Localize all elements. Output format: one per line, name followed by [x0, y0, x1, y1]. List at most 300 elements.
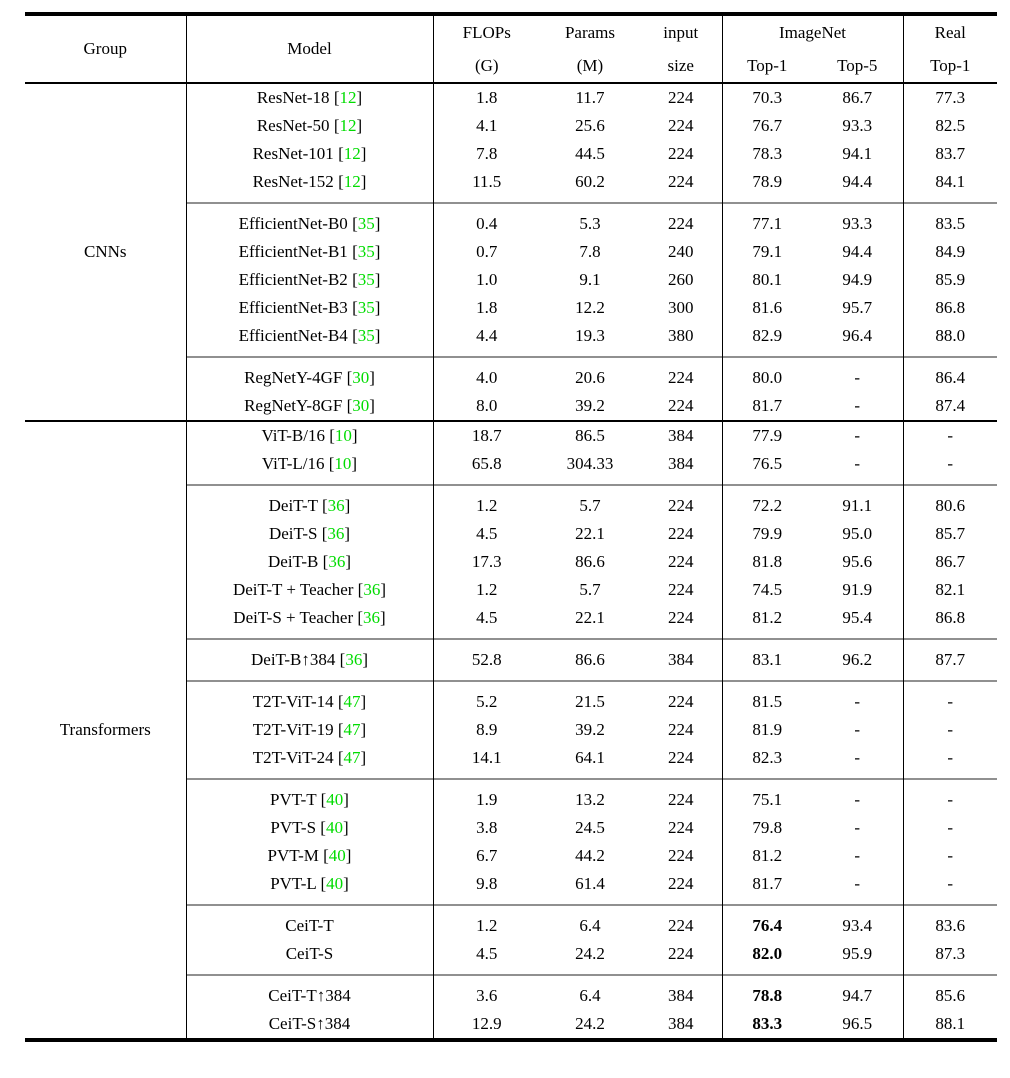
model-name: ResNet-101 — [252, 144, 334, 164]
imagenet-top5-cell: 96.4 — [842, 326, 873, 346]
model-name: EfficientNet-B0 — [238, 214, 348, 234]
citation-link[interactable]: 40 — [326, 874, 344, 894]
header-model: Model — [186, 14, 433, 83]
imagenet-top1-cell: 74.5 — [722, 576, 812, 604]
model-cell: PVT-M [40] — [186, 842, 433, 870]
imagenet-top1-cell: 82.3 — [722, 744, 812, 772]
model-name: ViT-B/16 — [261, 426, 325, 446]
flops-cell: 1.8 — [476, 88, 498, 108]
model-name: EfficientNet-B2 — [238, 270, 348, 290]
input-size-cell: 384 — [640, 421, 722, 450]
separator-line — [433, 772, 540, 786]
params-cell: 39.2 — [575, 396, 605, 416]
imagenet-top1-cell: 79.1 — [722, 238, 812, 266]
params-cell: 24.2 — [575, 1014, 605, 1034]
model-name: DeiT-B — [268, 552, 319, 572]
imagenet-top5-cell: - — [854, 818, 861, 838]
separator-line — [722, 772, 812, 786]
params-cell: 6.4 — [579, 986, 601, 1006]
params-cell: 22.1 — [575, 608, 605, 628]
separator-line — [540, 196, 640, 210]
flops-cell: 18.7 — [433, 421, 540, 450]
input-size-cell: 224 — [668, 496, 694, 516]
citation-link[interactable]: 36 — [327, 524, 345, 544]
separator-line — [540, 772, 640, 786]
imagenet-top5-cell: - — [854, 790, 861, 810]
model-name: T2T-ViT-24 — [252, 748, 334, 768]
real-top1-cell: 87.4 — [903, 392, 997, 421]
input-size-cell: 224 — [668, 172, 694, 192]
citation-link[interactable]: 35 — [357, 270, 375, 290]
separator-line — [433, 350, 540, 364]
flops-cell: 12.9 — [471, 1014, 502, 1034]
params-cell: 12.2 — [575, 298, 605, 318]
imagenet-top1-cell: 79.8 — [722, 814, 812, 842]
separator-line — [640, 350, 722, 364]
input-size-cell: 240 — [668, 242, 694, 262]
params-cell: 60.2 — [575, 172, 605, 192]
model-cell: ResNet-18 [12] — [186, 83, 433, 112]
model-cell: EfficientNet-B3 [35] — [186, 294, 433, 322]
results-table — [25, 12, 997, 1042]
model-name: EfficientNet-B3 — [238, 298, 348, 318]
model-name: PVT-S — [270, 818, 317, 838]
citation-link[interactable]: 10 — [334, 426, 352, 446]
flops-cell: 4.0 — [476, 368, 498, 388]
separator-line — [540, 632, 640, 646]
flops-cell: 65.8 — [471, 454, 502, 474]
input-size-cell: 224 — [668, 368, 694, 388]
header-imagenet-top5: Top-5 — [812, 49, 903, 83]
real-top1-cell: 77.3 — [903, 83, 997, 112]
citation-link[interactable]: 30 — [352, 396, 370, 416]
citation-link[interactable]: 12 — [343, 144, 361, 164]
model-cell — [186, 912, 433, 940]
real-top1-cell: - — [903, 421, 997, 450]
real-top1-cell: - — [903, 688, 997, 716]
imagenet-top5-cell: 94.7 — [842, 986, 873, 1006]
model-cell: RegNetY-4GF [30] — [186, 364, 433, 392]
separator-line — [540, 350, 640, 364]
separator-line — [722, 968, 812, 982]
header-imagenet: ImageNet — [722, 14, 903, 49]
model-cell: ResNet-152 [12] — [186, 168, 433, 196]
citation-link[interactable]: 12 — [339, 88, 357, 108]
model-cell: T2T-ViT-14 [47] — [186, 688, 433, 716]
imagenet-top5-cell: - — [854, 368, 861, 388]
flops-cell: 4.5 — [476, 524, 498, 544]
params-cell: 86.6 — [575, 650, 605, 670]
params-cell: 64.1 — [575, 748, 605, 768]
params-cell: 7.8 — [579, 242, 601, 262]
flops-cell: 0.4 — [476, 214, 498, 234]
citation-link[interactable]: 36 — [363, 608, 381, 628]
real-top1-cell: 83.5 — [903, 210, 997, 238]
imagenet-top5-cell: 93.3 — [842, 116, 873, 136]
header-flops: FLOPs — [462, 22, 511, 42]
flops-cell: 5.2 — [476, 692, 498, 712]
params-cell: 5.7 — [579, 496, 601, 516]
real-top1-cell: - — [903, 870, 997, 898]
header-real: Real — [903, 14, 997, 49]
group-label: CNNs — [83, 242, 127, 262]
imagenet-top5-cell: - — [812, 421, 903, 450]
separator-line — [540, 674, 640, 688]
flops-cell: 3.6 — [476, 986, 498, 1006]
imagenet-top1-cell: 81.7 — [722, 392, 812, 421]
model-cell: T2T-ViT-24 [47] — [186, 744, 433, 772]
input-size-cell: 384 — [668, 1014, 694, 1034]
separator-line — [186, 968, 433, 982]
model-cell: DeiT-S + Teacher [36] — [186, 604, 433, 632]
model-cell: ViT-B/16 [10] — [186, 421, 433, 450]
model-name: RegNetY-8GF — [244, 396, 343, 416]
real-top1-cell: - — [903, 744, 997, 772]
separator-line — [903, 350, 997, 364]
model-name: T2T-ViT-19 — [252, 720, 334, 740]
real-top1-cell: 83.7 — [903, 140, 997, 168]
imagenet-top1-cell: 81.8 — [722, 548, 812, 576]
input-size-cell: 224 — [668, 916, 694, 936]
citation-link[interactable]: 40 — [328, 846, 346, 866]
flops-cell: 6.7 — [476, 846, 498, 866]
header-group: Group — [25, 14, 186, 83]
params-cell: 11.7 — [575, 88, 605, 108]
citation-link[interactable]: 35 — [357, 242, 375, 262]
separator-line — [186, 196, 433, 210]
separator-line — [640, 968, 722, 982]
model-cell: EfficientNet-B1 [35] — [186, 238, 433, 266]
model-cell: ViT-L/16 [10] — [186, 450, 433, 478]
separator-line — [433, 196, 540, 210]
params-cell: 5.3 — [579, 214, 601, 234]
params-cell: 86.5 — [540, 421, 640, 450]
flops-cell: 1.2 — [476, 916, 498, 936]
citation-link[interactable]: 47 — [343, 748, 361, 768]
input-size-cell: 224 — [668, 748, 694, 768]
flops-cell: 9.8 — [476, 874, 498, 894]
model-cell: T2T-ViT-19 [47] — [186, 716, 433, 744]
flops-cell: 3.8 — [476, 818, 498, 838]
input-size-cell: 224 — [668, 608, 694, 628]
real-top1-cell: 82.5 — [903, 112, 997, 140]
separator-line — [433, 968, 540, 982]
real-top1-cell: - — [903, 786, 997, 814]
input-size-cell: 260 — [668, 270, 694, 290]
model-cell: DeiT-T + Teacher [36] — [186, 576, 433, 604]
model-name: DeiT-T + Teacher — [232, 580, 354, 600]
separator-line — [812, 478, 903, 492]
model-cell: EfficientNet-B2 [35] — [186, 266, 433, 294]
imagenet-top1-cell: 78.9 — [722, 168, 812, 196]
real-top1-cell: 85.6 — [903, 982, 997, 1010]
imagenet-top5-cell: - — [854, 454, 861, 474]
table-body — [25, 83, 997, 1040]
separator-line — [722, 632, 812, 646]
input-size-cell: 224 — [668, 790, 694, 810]
params-cell: 24.5 — [575, 818, 605, 838]
separator-line — [903, 674, 997, 688]
model-name: RegNetY-4GF — [244, 368, 343, 388]
imagenet-top1-cell: 77.9 — [722, 421, 812, 450]
imagenet-top1-cell: 82.9 — [722, 322, 812, 350]
flops-cell: 1.0 — [476, 270, 498, 290]
citation-link[interactable]: 36 — [328, 552, 346, 572]
real-top1-cell: 80.6 — [903, 492, 997, 520]
separator-line — [903, 196, 997, 210]
params-cell: 9.1 — [579, 270, 601, 290]
citation-link[interactable]: 36 — [327, 496, 345, 516]
real-top1-cell: 86.8 — [903, 294, 997, 322]
input-size-cell: 224 — [668, 874, 694, 894]
imagenet-top1-cell: 75.1 — [722, 786, 812, 814]
table-header — [25, 14, 997, 83]
imagenet-top1-cell: 81.7 — [722, 870, 812, 898]
separator-line — [433, 632, 540, 646]
header-params-unit: (M) — [540, 49, 640, 83]
imagenet-top5-cell: 95.6 — [842, 552, 873, 572]
separator-line — [722, 196, 812, 210]
imagenet-top1-cell: 76.5 — [722, 450, 812, 478]
imagenet-top5-cell: 94.4 — [842, 242, 873, 262]
params-cell: 24.2 — [575, 944, 605, 964]
flops-cell: 17.3 — [471, 552, 502, 572]
flops-cell: 7.8 — [476, 144, 498, 164]
citation-link[interactable]: 10 — [334, 454, 352, 474]
flops-cell: 4.5 — [476, 944, 498, 964]
citation-link[interactable]: 35 — [357, 298, 375, 318]
citation-link[interactable]: 35 — [357, 326, 375, 346]
model-cell: RegNetY-8GF [30] — [186, 392, 433, 421]
model-name: EfficientNet-B1 — [238, 242, 348, 262]
imagenet-top5-cell: 93.4 — [842, 916, 873, 936]
separator-line — [903, 898, 997, 912]
citation-link[interactable]: 35 — [357, 214, 375, 234]
citation-link[interactable]: 47 — [343, 692, 361, 712]
separator-line — [722, 674, 812, 688]
flops-cell: 0.7 — [476, 242, 498, 262]
real-top1-cell: 85.9 — [903, 266, 997, 294]
flops-cell: 52.8 — [471, 650, 502, 670]
header-params: Params — [564, 22, 616, 42]
model-name: ResNet-50 — [256, 116, 330, 136]
imagenet-top1-cell: 82.0 — [722, 940, 812, 968]
model-cell: EfficientNet-B4 [35] — [186, 322, 433, 350]
imagenet-top1-cell: 81.2 — [722, 604, 812, 632]
real-top1-cell: 83.6 — [903, 912, 997, 940]
imagenet-top5-cell: 95.7 — [842, 298, 873, 318]
imagenet-top5-cell: 93.3 — [842, 214, 873, 234]
imagenet-top1-cell: 72.2 — [722, 492, 812, 520]
model-name: DeiT-T — [268, 496, 318, 516]
table-row — [25, 83, 997, 112]
imagenet-top5-cell: - — [854, 720, 861, 740]
separator-line — [640, 772, 722, 786]
input-size-cell: 224 — [668, 846, 694, 866]
imagenet-top1-cell: 80.0 — [722, 364, 812, 392]
separator-line — [186, 478, 433, 492]
imagenet-top5-cell: 94.1 — [842, 144, 873, 164]
citation-link[interactable]: 40 — [325, 818, 343, 838]
citation-link[interactable]: 36 — [345, 650, 363, 670]
model-cell: DeiT-T [36] — [186, 492, 433, 520]
params-cell: 21.5 — [575, 692, 605, 712]
imagenet-top5-cell: - — [854, 692, 861, 712]
flops-cell: 4.4 — [476, 326, 498, 346]
model-name: PVT-M — [267, 846, 319, 866]
separator-line — [812, 968, 903, 982]
model-comparison-table-wrap — [25, 12, 997, 1042]
citation-link[interactable]: 40 — [326, 790, 344, 810]
imagenet-top1-cell: 76.7 — [722, 112, 812, 140]
real-top1-cell: 82.1 — [903, 576, 997, 604]
imagenet-top5-cell: - — [854, 874, 861, 894]
separator-line — [186, 898, 433, 912]
real-top1-cell: 88.1 — [903, 1010, 997, 1040]
imagenet-top1-cell: 81.9 — [722, 716, 812, 744]
real-top1-cell: - — [903, 450, 997, 478]
model-name: CeiT-S↑384 — [268, 1014, 351, 1034]
model-name: DeiT-B↑384 — [251, 650, 336, 670]
header-input-size: input — [663, 22, 699, 42]
imagenet-top1-cell: 81.2 — [722, 842, 812, 870]
header-real-top1: Top-1 — [903, 49, 997, 83]
input-size-cell: 224 — [668, 552, 694, 572]
params-cell: 19.3 — [575, 326, 605, 346]
real-top1-cell: 87.3 — [903, 940, 997, 968]
input-size-cell: 224 — [668, 524, 694, 544]
flops-cell: 11.5 — [472, 172, 502, 192]
real-top1-cell: 86.7 — [903, 548, 997, 576]
input-size-cell: 224 — [668, 818, 694, 838]
model-cell: DeiT-S [36] — [186, 520, 433, 548]
imagenet-top5-cell: 95.0 — [842, 524, 873, 544]
group-label: Transformers — [25, 421, 186, 1040]
separator-line — [640, 674, 722, 688]
model-name: EfficientNet-B4 — [238, 326, 348, 346]
header-input-size-line2: size — [640, 49, 722, 83]
separator-line — [903, 772, 997, 786]
input-size-cell: 224 — [668, 396, 694, 416]
model-cell: ResNet-50 [12] — [186, 112, 433, 140]
flops-cell: 1.8 — [476, 298, 498, 318]
separator-line — [433, 478, 540, 492]
separator-line — [812, 196, 903, 210]
input-size-cell: 300 — [668, 298, 694, 318]
separator-line — [903, 478, 997, 492]
model-cell: PVT-L [40] — [186, 870, 433, 898]
separator-line — [540, 478, 640, 492]
imagenet-top5-cell: 94.9 — [842, 270, 873, 290]
input-size-cell: 224 — [668, 692, 694, 712]
real-top1-cell: - — [903, 814, 997, 842]
imagenet-top5-cell: 95.4 — [842, 608, 873, 628]
real-top1-cell: - — [903, 716, 997, 744]
table-row — [25, 421, 997, 450]
model-name: DeiT-S — [268, 524, 318, 544]
imagenet-top1-cell: 77.1 — [722, 210, 812, 238]
imagenet-top1-cell: 78.8 — [722, 982, 812, 1010]
flops-cell: 4.5 — [476, 608, 498, 628]
real-top1-cell: 84.9 — [903, 238, 997, 266]
imagenet-top1-cell: 81.5 — [722, 688, 812, 716]
separator-line — [186, 632, 433, 646]
imagenet-top5-cell: 91.9 — [842, 580, 873, 600]
params-cell: 5.7 — [579, 580, 601, 600]
params-cell: 44.5 — [575, 144, 605, 164]
flops-cell: 8.9 — [476, 720, 498, 740]
imagenet-top1-cell: 81.6 — [722, 294, 812, 322]
input-size-cell: 224 — [668, 144, 694, 164]
separator-line — [812, 772, 903, 786]
imagenet-top1-cell: 83.3 — [722, 1010, 812, 1040]
model-cell: DeiT-B↑384 [36] — [186, 646, 433, 674]
flops-cell: 8.0 — [476, 396, 498, 416]
real-top1-cell: - — [903, 842, 997, 870]
imagenet-top1-cell: 80.1 — [722, 266, 812, 294]
real-top1-cell: 86.4 — [903, 364, 997, 392]
model-name: ResNet-152 — [252, 172, 334, 192]
flops-cell: 1.2 — [476, 496, 498, 516]
model-name: CeiT-T — [285, 916, 334, 936]
params-cell: 25.6 — [575, 116, 605, 136]
imagenet-top1-cell: 70.3 — [722, 83, 812, 112]
real-top1-cell: 86.8 — [903, 604, 997, 632]
header-flops-unit: (G) — [433, 49, 540, 83]
citation-link[interactable]: 12 — [339, 116, 357, 136]
input-size-cell: 224 — [668, 88, 694, 108]
citation-link[interactable]: 12 — [343, 172, 361, 192]
input-size-cell: 224 — [668, 214, 694, 234]
citation-link[interactable]: 36 — [363, 580, 381, 600]
imagenet-top5-cell: 96.2 — [842, 650, 873, 670]
separator-line — [903, 632, 997, 646]
separator-line — [186, 350, 433, 364]
params-cell: 13.2 — [575, 790, 605, 810]
imagenet-top5-cell: 96.5 — [842, 1014, 873, 1034]
real-top1-cell: 84.1 — [903, 168, 997, 196]
separator-line — [640, 898, 722, 912]
flops-cell: 14.1 — [471, 748, 502, 768]
separator-line — [640, 632, 722, 646]
separator-line — [722, 898, 812, 912]
citation-link[interactable]: 47 — [343, 720, 361, 740]
params-cell: 44.2 — [575, 846, 605, 866]
header-imagenet-top1: Top-1 — [722, 49, 812, 83]
params-cell: 20.6 — [575, 368, 605, 388]
params-cell: 86.6 — [575, 552, 605, 572]
model-name: CeiT-S — [285, 944, 334, 964]
imagenet-top5-cell: 95.9 — [842, 944, 873, 964]
params-cell: 39.2 — [575, 720, 605, 740]
separator-line — [433, 898, 540, 912]
model-cell — [186, 940, 433, 968]
imagenet-top5-cell: - — [854, 396, 861, 416]
model-cell: DeiT-B [36] — [186, 548, 433, 576]
model-cell: PVT-S [40] — [186, 814, 433, 842]
citation-link[interactable]: 30 — [352, 368, 370, 388]
model-cell — [186, 982, 433, 1010]
input-size-cell: 384 — [668, 454, 694, 474]
input-size-cell: 380 — [668, 326, 694, 346]
separator-line — [812, 350, 903, 364]
imagenet-top1-cell: 79.9 — [722, 520, 812, 548]
input-size-cell: 384 — [668, 986, 694, 1006]
model-name: PVT-L — [270, 874, 317, 894]
flops-cell: 1.9 — [476, 790, 498, 810]
input-size-cell: 384 — [668, 650, 694, 670]
input-size-cell: 224 — [668, 580, 694, 600]
